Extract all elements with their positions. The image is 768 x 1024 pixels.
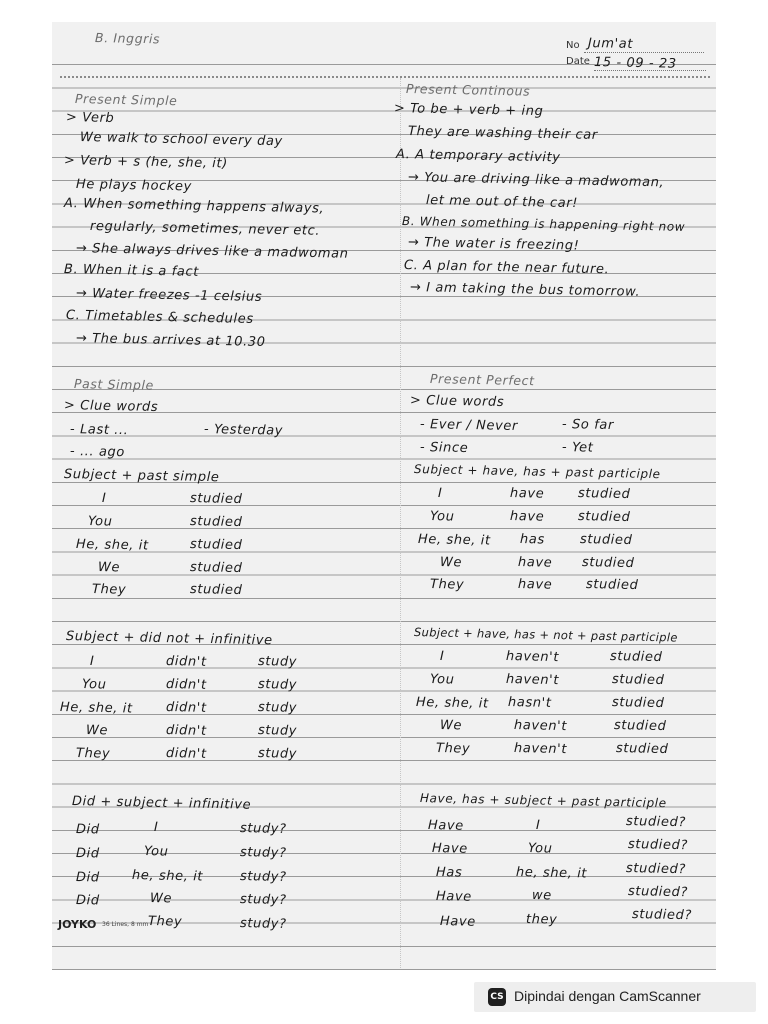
table-cell: studied [585, 577, 639, 594]
joyko-brand-logo: JOYKO [58, 918, 97, 931]
table-cell: studied [189, 491, 243, 508]
note-line: → Water freezes -1 celsius [75, 286, 263, 305]
date-value: 15 - 09 - 23 [593, 55, 677, 72]
table-cell: study [257, 700, 298, 716]
present-perfect-title: Present Perfect [429, 371, 535, 389]
table-cell: study [257, 654, 298, 670]
table-cell: He, she, it [415, 695, 489, 712]
table-cell: study? [239, 845, 287, 861]
table-cell: I [535, 818, 541, 834]
table-cell: didn't [165, 677, 207, 693]
note-line: A. When something happens always, [63, 196, 325, 217]
table-cell: We [439, 555, 463, 571]
table-cell: He, she, it [59, 700, 133, 717]
table-cell: studied [609, 649, 663, 666]
table-cell: He, she, it [417, 532, 491, 549]
table-cell: studied [189, 582, 243, 599]
clue-word: - Last ... [69, 422, 129, 439]
table-cell: they [525, 912, 558, 928]
table-cell: He, she, it [75, 537, 149, 554]
past-simple-title: Past Simple [73, 376, 155, 393]
note-line: → You are driving like a madwoman, [407, 170, 665, 191]
table-cell: Have [439, 914, 476, 930]
note-line: They are washing their car [407, 124, 598, 143]
table-cell: studied [577, 509, 631, 526]
table-cell: study [257, 746, 298, 762]
note-line: > Verb + s (he, she, it) [63, 153, 228, 172]
table-cell: studied [611, 695, 665, 712]
note-line: → The bus arrives at 10.30 [75, 331, 266, 350]
table-cell: Have [427, 818, 464, 834]
table-cell: You [143, 844, 169, 860]
clue-word: - Since [419, 440, 469, 457]
table-cell: studied [611, 672, 665, 689]
table-cell: have [517, 577, 553, 593]
table-cell: They [75, 746, 111, 762]
note-line: → She always drives like a madwoman [75, 241, 349, 262]
table-cell: Have [431, 841, 468, 857]
table-cell: You [429, 509, 455, 525]
table-cell: have [517, 555, 553, 571]
table-cell: You [429, 672, 455, 688]
table-cell: Have [435, 889, 472, 905]
table-cell: studied? [631, 907, 693, 924]
present-simple-title: Present Simple [74, 91, 178, 109]
note-line: → I am taking the bus tomorrow. [409, 280, 641, 300]
table-cell: haven't [505, 672, 560, 689]
no-dotted-line [584, 52, 704, 53]
header-dotted-line [60, 76, 710, 78]
brand-subtitle: 36 Lines, 8 mm [102, 921, 149, 928]
table-cell: studied [189, 537, 243, 554]
table-cell: didn't [165, 654, 207, 670]
table-cell: They [429, 577, 465, 593]
table-cell: They [147, 914, 183, 930]
no-label: No [566, 40, 580, 51]
clue-word: - ... ago [69, 444, 126, 461]
note-line: He plays hockey [75, 177, 193, 195]
table-cell: studied [189, 514, 243, 531]
formula-question: Did + subject + infinitive [71, 794, 252, 813]
table-cell: didn't [165, 700, 207, 716]
table-cell: I [153, 820, 159, 836]
note-line: → The water is freezing! [407, 235, 580, 254]
table-cell: They [435, 741, 471, 757]
table-cell: study? [239, 892, 287, 908]
date-label: Date [566, 56, 590, 67]
table-cell: studied [579, 532, 633, 549]
subject-title: B. Inggris [94, 30, 161, 47]
table-cell: didn't [165, 746, 207, 762]
table-cell: studied? [625, 861, 687, 878]
table-cell: we [531, 888, 552, 904]
table-cell: We [149, 891, 173, 907]
table-cell: We [85, 723, 109, 739]
note-line: > Verb [65, 110, 115, 127]
note-line: let me out of the car! [425, 193, 579, 212]
table-cell: study? [239, 821, 287, 837]
table-cell: studied [613, 718, 667, 735]
date-dotted-line [594, 70, 706, 71]
note-line: regularly, sometimes, never etc. [89, 219, 321, 239]
note-line: B. When it is a fact [63, 262, 200, 280]
clue-word: - Yesterday [203, 422, 284, 439]
table-cell: Did [75, 822, 100, 838]
table-cell: I [437, 486, 443, 502]
table-cell: study [257, 677, 298, 693]
table-cell: I [439, 649, 445, 665]
table-cell: We [97, 560, 121, 576]
table-cell: studied [615, 741, 669, 758]
table-cell: studied? [627, 837, 689, 854]
formula-negative: Subject + did not + infinitive [65, 629, 273, 649]
clue-words-label: > Clue words [409, 393, 505, 410]
table-cell: We [439, 718, 463, 734]
table-cell: studied? [627, 884, 689, 901]
note-line: C. A plan for the near future. [403, 258, 610, 278]
table-cell: study? [239, 869, 287, 885]
column-divider [400, 78, 402, 968]
day-value: Jum'at [587, 36, 634, 52]
table-cell: Did [75, 846, 100, 862]
table-cell: You [87, 514, 113, 530]
clue-word: - Yet [561, 440, 594, 456]
table-cell: studied [577, 486, 631, 503]
table-cell: he, she, it [515, 865, 588, 882]
note-line: C. Timetables & schedules [65, 308, 254, 327]
table-cell: I [101, 491, 107, 507]
table-cell: haven't [513, 741, 568, 758]
table-cell: have [509, 509, 545, 525]
formula-negative: Subject + have, has + not + past participle [413, 625, 678, 645]
formula-positive: Subject + have, has + past participle [413, 462, 661, 482]
table-cell: he, she, it [131, 868, 204, 885]
table-cell: study [257, 723, 298, 739]
table-cell: You [81, 677, 107, 693]
table-cell: have [509, 486, 545, 502]
formula-positive: Subject + past simple [63, 467, 220, 486]
camscanner-text: Dipindai dengan CamScanner [514, 988, 701, 1004]
table-cell: haven't [505, 649, 560, 666]
present-continuous-title: Present Continous [405, 81, 531, 99]
table-cell: didn't [165, 723, 207, 739]
table-cell: hasn't [507, 695, 552, 711]
table-cell: Did [75, 870, 100, 886]
table-cell: I [89, 654, 95, 670]
table-cell: haven't [513, 718, 568, 735]
table-cell: has [519, 532, 545, 548]
clue-words-label: > Clue words [63, 398, 159, 415]
clue-word: - Ever / Never [419, 417, 519, 435]
table-cell: studied? [625, 814, 687, 831]
formula-question: Have, has + subject + past participle [419, 791, 667, 811]
note-line: We walk to school every day [79, 130, 283, 150]
table-cell: study? [239, 916, 287, 932]
table-cell: studied [581, 555, 635, 572]
table-cell: They [91, 582, 127, 598]
table-cell: studied [189, 560, 243, 577]
note-line: B. When something is happening right now [401, 214, 686, 234]
table-cell: Has [435, 865, 463, 881]
note-line: > To be + verb + ing [393, 101, 544, 120]
table-cell: Did [75, 893, 100, 909]
camscanner-logo-icon: CS [488, 988, 506, 1006]
table-cell: You [527, 841, 553, 857]
note-line: A. A temporary activity [395, 147, 561, 166]
clue-word: - So far [561, 417, 615, 434]
